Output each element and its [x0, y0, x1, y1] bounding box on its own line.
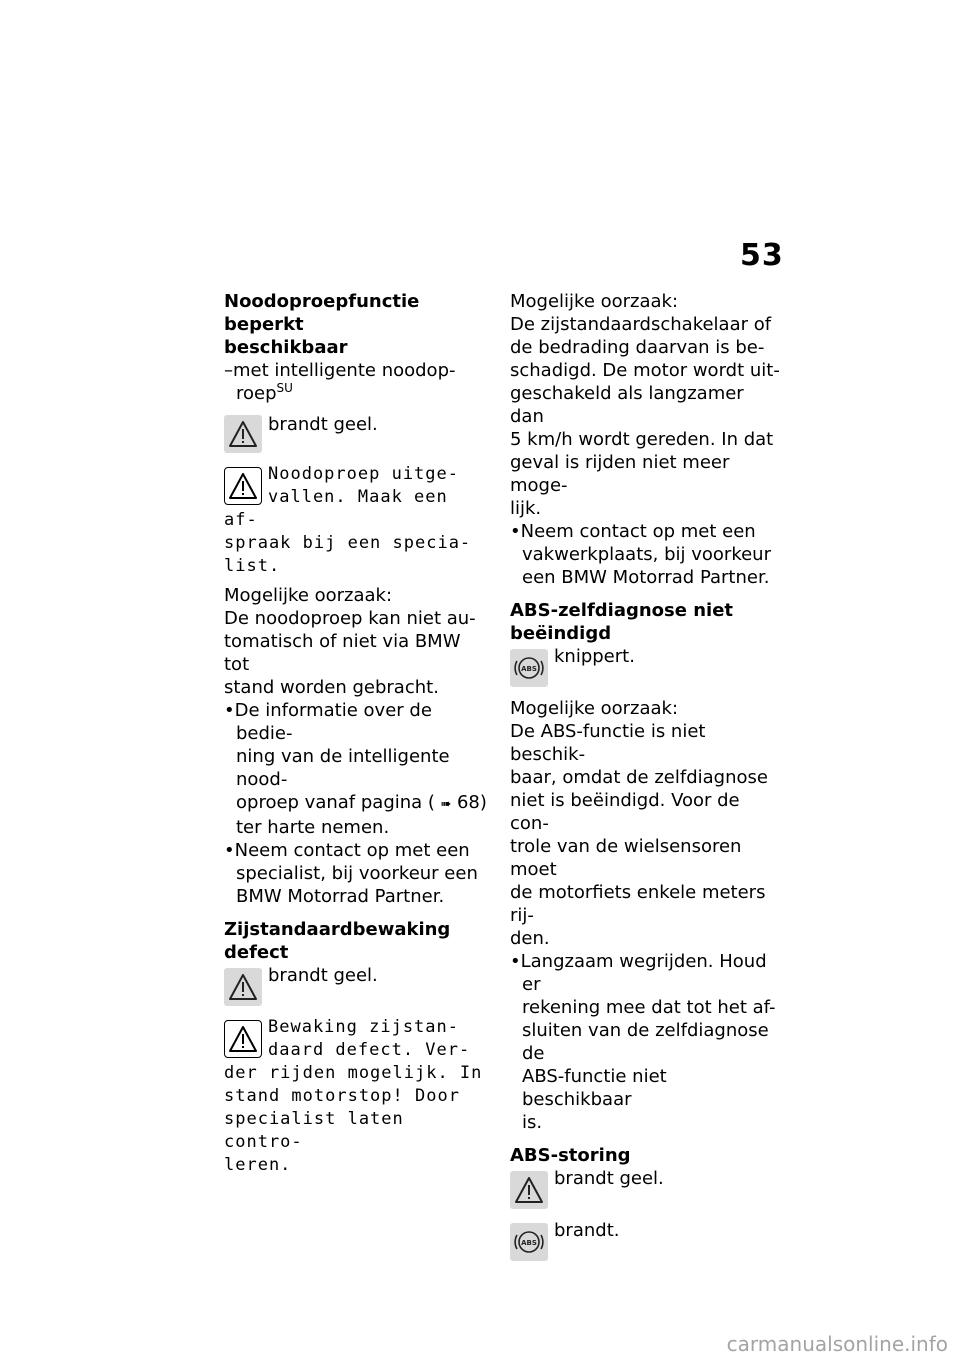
warning-indicator-row: [510, 1167, 780, 1213]
bullet-item-1-line-2: ning van de intelligente nood-: [236, 746, 450, 790]
warning-triangle-icon: [510, 1171, 548, 1209]
watermark: carmanualsonline.info: [726, 1332, 948, 1356]
warning-triangle-icon: [224, 968, 262, 1006]
dash-item-line-2: [224, 382, 490, 405]
abs-icon-label: ABS: [521, 1239, 537, 1247]
display-message-line-5: specialist laten contro-: [224, 1109, 404, 1152]
bullet-item-line-3: sluiten van de zelfdiagnose de: [522, 1020, 769, 1064]
bullet-item-line-1: •Langzaam wegrijden. Houd er: [510, 951, 767, 995]
cause-text-7: lijk.: [510, 498, 542, 519]
bullet-item-line-5: is.: [522, 1112, 543, 1133]
abs-icon-label: ABS: [521, 665, 537, 673]
cause-text-3: niet is beëindigd. Voor de con-: [510, 790, 740, 834]
section-title-noodoproep-1: Noodoproepfunctie beperkt: [224, 291, 420, 335]
display-message-line-6: leren.: [224, 1155, 292, 1175]
cause-text-2: baar, omdat de zelfdiagnose: [510, 767, 768, 788]
abs-warning-icon: [510, 649, 548, 687]
page-number: 53: [740, 238, 784, 273]
cause-label: Mogelijke oorzaak:: [510, 698, 679, 719]
indicator-status-text: brandt geel.: [268, 414, 378, 435]
bullet-item-1-line-1: •De informatie over de bedie-: [224, 700, 432, 744]
warning-triangle-icon: [224, 415, 262, 453]
superscript-su: SU: [276, 381, 293, 395]
indicator-status-text: brandt.: [554, 1220, 620, 1241]
display-message-line-3: spraak bij een specia-: [224, 533, 472, 553]
page-reference[interactable]: 68): [456, 792, 487, 813]
bullet-item-line-4: ABS-functie niet beschikbaar: [522, 1066, 667, 1110]
bullet-item-2-line-2: specialist, bij voorkeur een: [236, 863, 478, 884]
bullet-item-line-2: rekening mee dat tot het af-: [522, 997, 776, 1018]
abs-warning-icon: [510, 1223, 548, 1261]
cause-label: Mogelijke oorzaak:: [510, 291, 679, 312]
cause-text-1: De zijstandaardschakelaar of: [510, 314, 772, 335]
cause-text-5: 5 km/h wordt gereden. In dat: [510, 429, 774, 450]
section-title-zijstandaard: Zijstandaardbewaking defect: [224, 919, 451, 963]
bullet-item-2-line-3: BMW Motorrad Partner.: [236, 886, 445, 907]
left-column: [224, 290, 490, 1177]
cause-text-2: tomatisch of niet via BMW tot: [224, 631, 461, 675]
display-message-line-2: daard defect. Ver-: [268, 1040, 471, 1060]
bullet-item-1-line-3: oproep vanaf pagina ( ➠ 68): [224, 791, 490, 816]
display-message-row-2: [224, 1016, 490, 1062]
warning-indicator-row: [224, 411, 490, 457]
bullet-item-line-1: •Neem contact op met een: [510, 521, 756, 542]
warning-indicator-row-2: [224, 964, 490, 1010]
section-title-abs-zelfdiagnose-2: beëindigd: [510, 623, 612, 644]
display-message-line-1: Bewaking zijstan-: [268, 1017, 459, 1037]
bullet-item-1-text: oproep vanaf pagina: [236, 792, 423, 813]
display-message-line-2: vallen. Maak een af-: [224, 487, 448, 530]
cause-text-3: schadigd. De motor wordt uit-: [510, 360, 780, 381]
display-message-line-4: stand motorstop! Door: [224, 1086, 460, 1106]
indicator-status-text: knippert.: [554, 646, 635, 667]
indicator-status-text: brandt geel.: [268, 965, 378, 986]
display-message-row: [224, 463, 490, 532]
cause-text-3: stand worden gebracht.: [224, 677, 439, 698]
cause-text-4: trole van de wielsensoren moet: [510, 836, 742, 880]
abs-indicator-row-2: [510, 1219, 780, 1265]
section-title-abs-zelfdiagnose-1: ABS-zelfdiagnose niet: [510, 600, 734, 621]
bullet-item-line-2: vakwerkplaats, bij voorkeur: [522, 544, 771, 565]
cause-text-2: de bedrading daarvan is be-: [510, 337, 765, 358]
warning-triangle-outline-icon: [224, 467, 262, 505]
cause-text-6: den.: [510, 928, 550, 949]
abs-indicator-row: [510, 645, 780, 691]
section-title-noodoproep-2: beschikbaar: [224, 337, 348, 358]
indicator-status-text: brandt geel.: [554, 1168, 664, 1189]
dash-item-line-1: –met intelligente noodop-: [224, 360, 456, 381]
cause-text-4: geschakeld als langzamer dan: [510, 383, 744, 427]
cause-text-1: De ABS-functie is niet beschik-: [510, 721, 706, 765]
display-message-line-3: der rijden mogelijk. In: [224, 1063, 483, 1083]
warning-triangle-outline-icon: [224, 1020, 262, 1058]
bullet-item-line-3: een BMW Motorrad Partner.: [522, 567, 770, 588]
bullet-item-2-line-1: •Neem contact op met een: [224, 840, 470, 861]
bullet-item-1-line-4: ter harte nemen.: [236, 817, 390, 838]
display-message-line-1: Noodoproep uitge-: [268, 464, 459, 484]
page-reference-arrow-icon: ➠: [440, 797, 452, 812]
section-title-abs-storing: ABS-storing: [510, 1145, 631, 1166]
cause-text-1: De noodoproep kan niet au-: [224, 608, 476, 629]
cause-text-6: geval is rijden niet meer moge-: [510, 452, 730, 496]
right-column: [510, 290, 780, 1265]
dash-item-text: roep: [236, 383, 277, 404]
cause-text-5: de motorfiets enkele meters rij-: [510, 882, 766, 926]
display-message-line-4: list.: [224, 556, 281, 576]
cause-label: Mogelijke oorzaak:: [224, 585, 393, 606]
